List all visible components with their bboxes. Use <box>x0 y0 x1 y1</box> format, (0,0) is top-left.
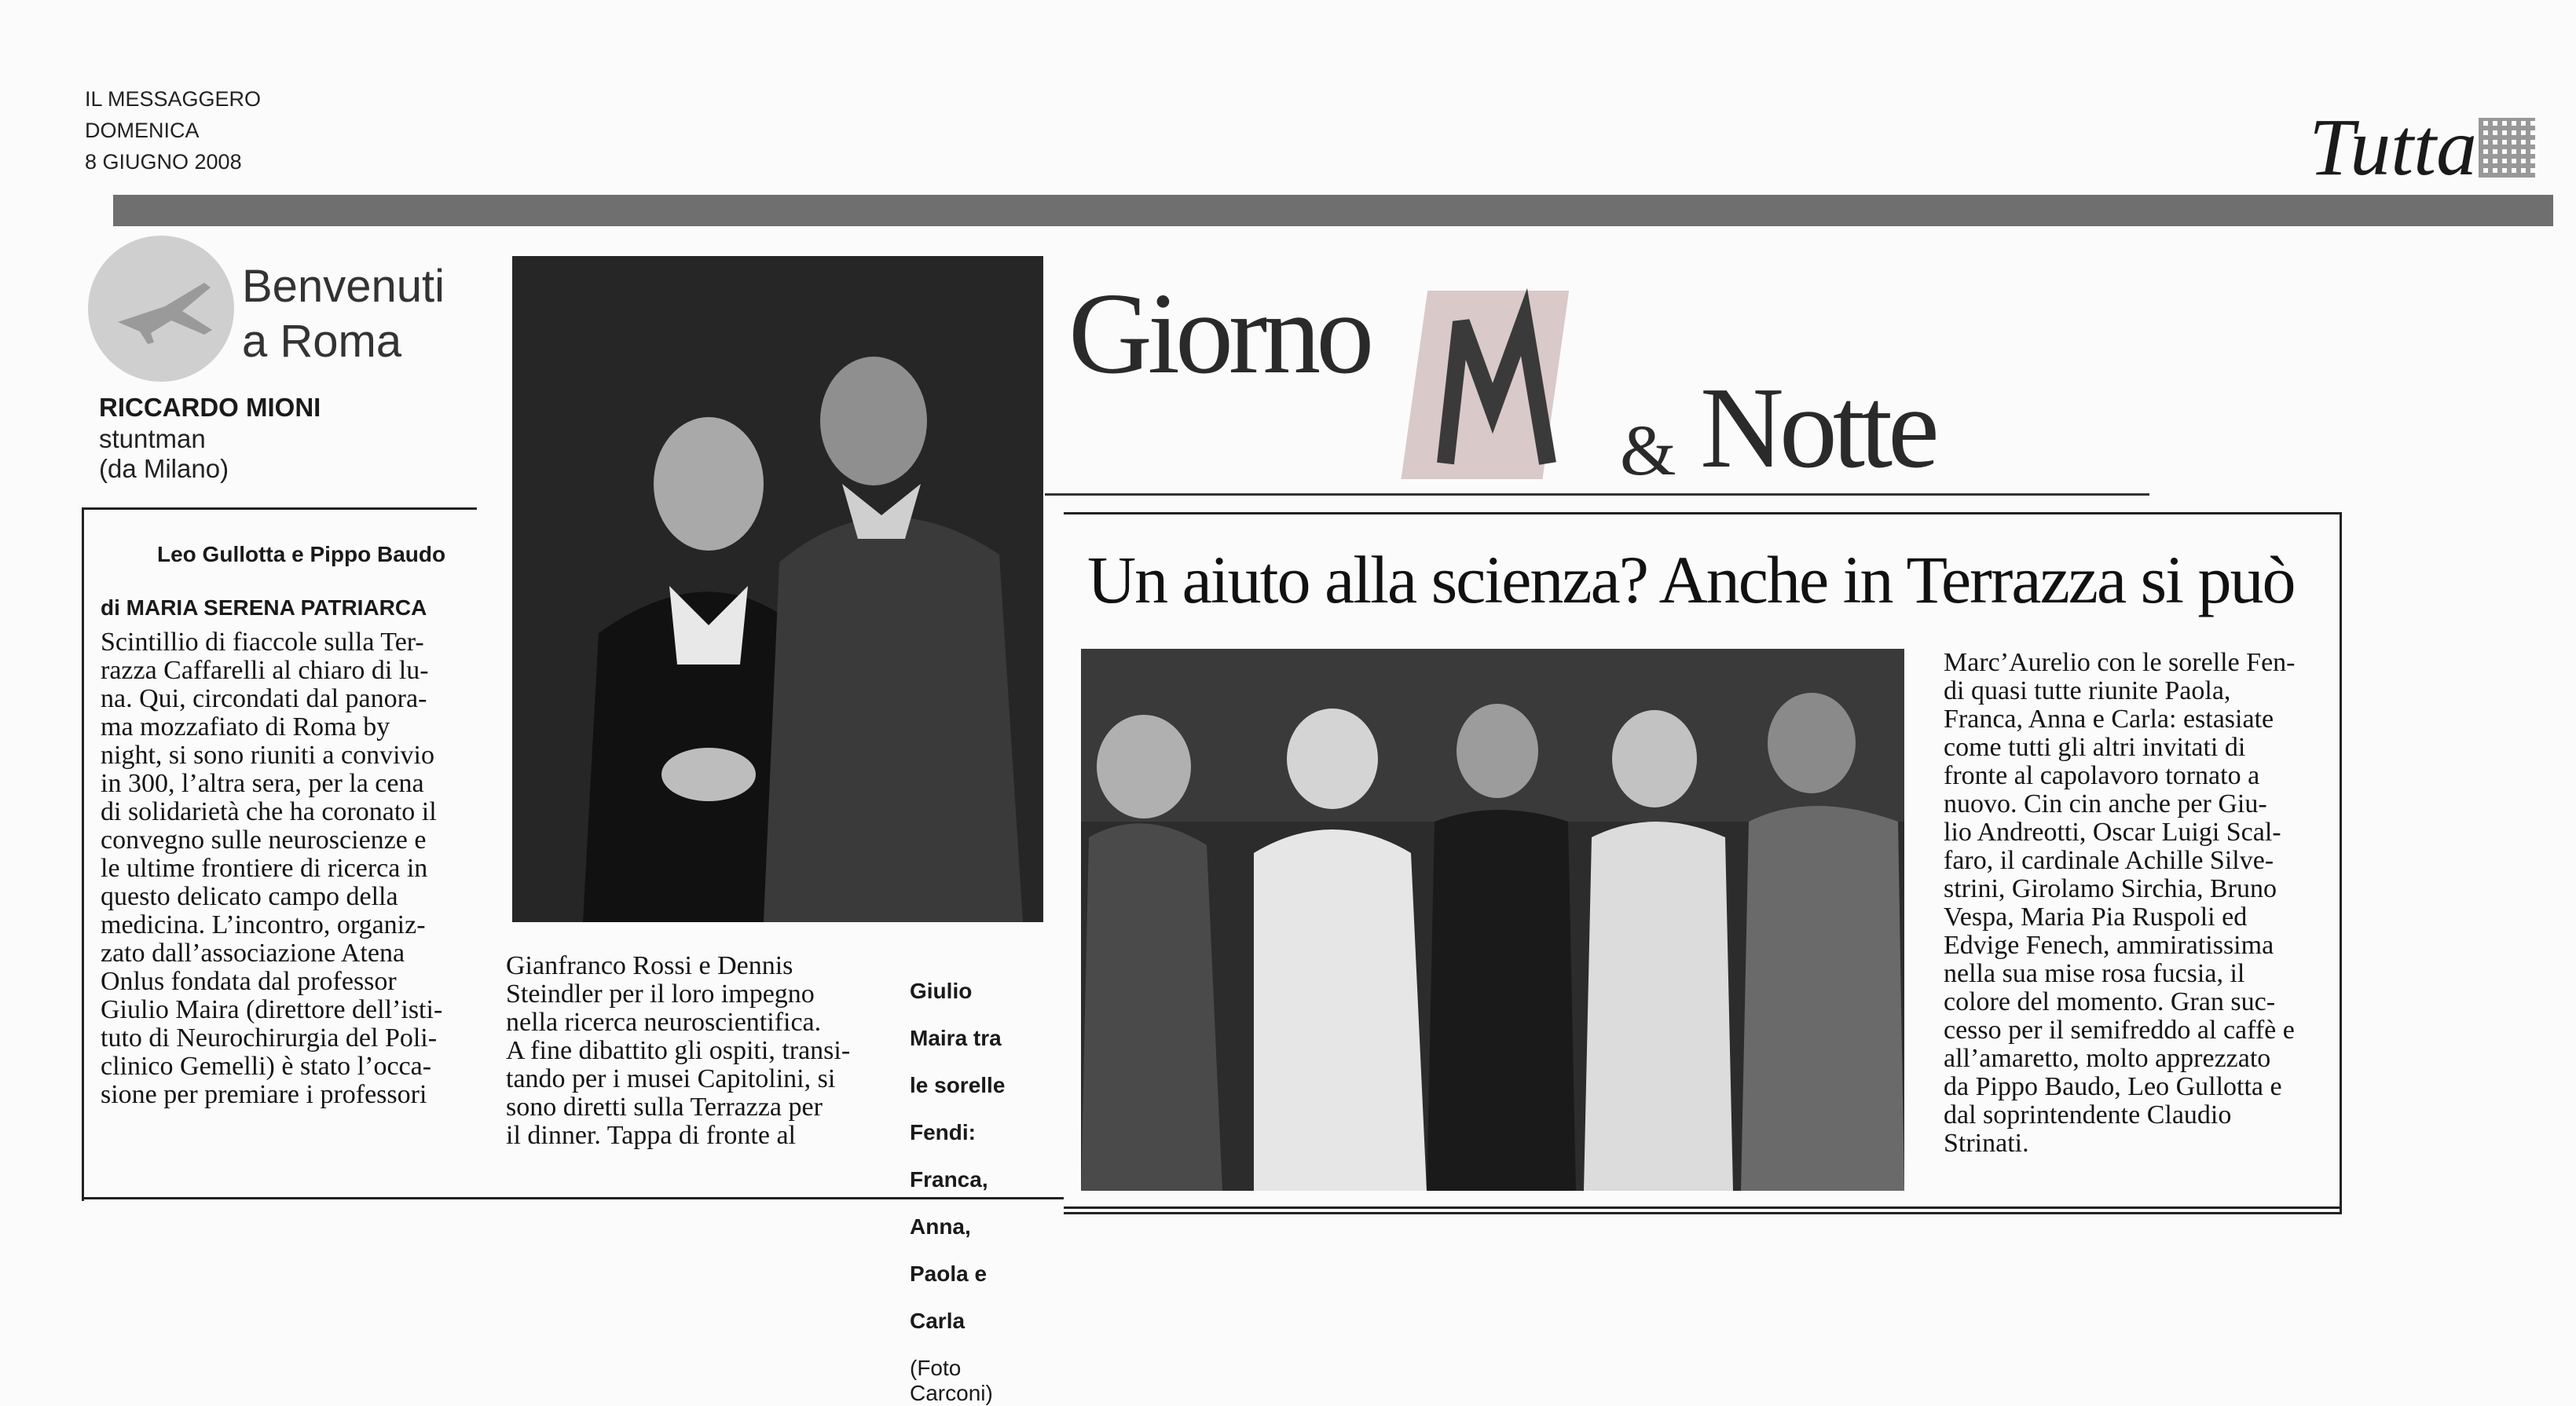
feature-title-ampersand: & <box>1620 410 1676 490</box>
article-text-line: cesso per il semifreddo al caffè e <box>1944 1016 2295 1045</box>
article-text-line: clinico Gemelli) è stato l’occa- <box>101 1052 432 1081</box>
caption-text-line: Anna, <box>910 1214 971 1239</box>
article-text-line: Marc’Aurelio con le sorelle Fen- <box>1944 648 2296 677</box>
photo-caption <box>910 957 1029 1406</box>
article-text-line: Steindler per il loro impegno <box>506 979 815 1009</box>
article-text-line: faro, il cardinale Achille Silve- <box>1944 846 2274 875</box>
airplane-icon <box>110 275 220 346</box>
feature-bottom-rule <box>1064 1206 2342 1209</box>
article-text-line: A fine dibattito gli ospiti, transi- <box>506 1036 851 1065</box>
article-text-line: lio Andreotti, Oscar Luigi Scal- <box>1944 818 2281 847</box>
article-text-line: medicina. L’incontro, organiz- <box>101 910 426 939</box>
article-text-line: di solidarietà che ha coronato il <box>101 797 437 826</box>
article-text-line: na. Qui, circondati dal panora- <box>101 684 427 713</box>
photo2-figures <box>1081 649 1904 1191</box>
article-text-line: convegno sulle neuroscienze e <box>101 826 427 855</box>
article-text-line: sione per premiare i professori <box>101 1080 427 1109</box>
caption-text <box>910 979 1029 1334</box>
visitor-role <box>99 424 413 484</box>
article-text-line: dal soprintendente Claudio <box>1944 1100 2232 1130</box>
feature-title-giorno: Giorno <box>1068 269 1370 398</box>
article-text-line: Strinati. <box>1944 1129 2029 1158</box>
article-text-line: Onlus fondata dal professor <box>101 967 397 996</box>
article-column-1 <box>101 628 470 1109</box>
article-text-line: sono diretti sulla Terrazza per <box>506 1093 823 1122</box>
article-bottom-rule <box>82 1197 1064 1199</box>
visitor-occupation: stuntman <box>99 424 206 453</box>
caption-text-line: Fendi: <box>910 1120 976 1144</box>
article-byline: di MARIA SERENA PATRIARCA <box>101 595 427 620</box>
feature-headline: Un aiuto alla scienza? Anche in Terrazza si può <box>1087 542 2295 617</box>
caption-text-line: Carla <box>910 1309 966 1333</box>
article-text-line: Edvige Fenech, ammiratissima <box>1944 931 2274 960</box>
feature-rule <box>1045 493 2149 496</box>
article-text-line: questo delicato campo della <box>101 882 398 911</box>
article-text-line: tuto di Neurochirurgia del Poli- <box>101 1023 438 1053</box>
header-rule <box>113 195 2553 226</box>
article-text-line: Gianfranco Rossi e Dennis <box>506 951 793 980</box>
publication-day: DOMENICA <box>85 119 200 142</box>
visitor-origin: (da Milano) <box>99 454 229 483</box>
caption-text-line: Giulio <box>910 979 973 1003</box>
article-text-line: night, si sono riuniti a convivio <box>101 741 434 770</box>
photo-credit-line2: Carconi) <box>910 1381 993 1405</box>
photo-credit-line1: (Foto <box>910 1356 962 1380</box>
masthead <box>85 83 261 178</box>
article-text-line: le ultime frontiere di ricerca in <box>101 854 428 883</box>
article-text-line: tando per i musei Capitolini, si <box>506 1064 836 1093</box>
article-text-line: zato dall’associazione Atena <box>101 939 405 968</box>
newspaper-name: IL MESSAGGERO <box>85 87 262 111</box>
article-text-line: Giulio Maira (direttore dell’isti- <box>101 995 443 1024</box>
benvenuti-line1: Benvenuti <box>242 261 445 312</box>
article-text-line: Franca, Anna e Carla: estasiate <box>1944 705 2274 734</box>
article-text-line: come tutti gli altri invitati di <box>1944 733 2246 762</box>
article-column-2 <box>506 952 875 1150</box>
visitor-name: RICCARDO MIONI <box>99 393 321 422</box>
article-text-line: Scintillio di fiaccole sulla Ter- <box>101 628 424 657</box>
photo-figures <box>512 256 1043 922</box>
article-text-line: Vespa, Maria Pia Ruspoli ed <box>1944 903 2248 932</box>
caption-text-line: le sorelle <box>910 1073 1006 1097</box>
section-logo <box>2479 118 2535 178</box>
article-text-line: colore del momento. Gran suc- <box>1944 987 2276 1016</box>
article-text-line: nella sua mise rosa fucsia, il <box>1944 959 2245 988</box>
section-title: Tutta <box>2309 102 2477 192</box>
article-text-line: il dinner. Tappa di fronte al <box>506 1121 797 1150</box>
photo-gullotta-baudo <box>512 256 1043 922</box>
article-text-line: ma mozzafiato di Roma by <box>101 712 390 741</box>
caption-text-line: Maira tra <box>910 1026 1002 1050</box>
benvenuti-heading <box>242 259 445 369</box>
article-text-line: strini, Girolamo Sirchia, Bruno <box>1944 874 2277 903</box>
photo-maira-fendi <box>1081 649 1904 1191</box>
article-text-line: all’amaretto, molto apprezzato <box>1944 1044 2271 1073</box>
article-column-3 <box>1944 649 2576 1158</box>
article-text-line: nuovo. Cin cin anche per Giu- <box>1944 789 2267 818</box>
caption-text-line: Franca, <box>910 1167 988 1192</box>
publication-date: 8 GIUGNO 2008 <box>85 150 242 174</box>
article-text-line: da Pippo Baudo, Leo Gullotta e <box>1944 1072 2282 1101</box>
article-text-line: razza Caffarelli al chiaro di lu- <box>101 656 429 685</box>
article-kicker: Leo Gullotta e Pippo Baudo <box>157 542 446 566</box>
article-text-line: di quasi tutte riunite Paola, <box>1944 676 2231 705</box>
caption-text-line: Paola e <box>910 1261 988 1286</box>
m-monogram-logo <box>1398 275 1587 495</box>
article-text-line: fronte al capolavoro tornato a <box>1944 761 2260 790</box>
article-text-line: nella ricerca neuroscientifica. <box>506 1008 822 1037</box>
feature-title-notte: Notte <box>1700 364 1935 492</box>
article-text-line: in 300, l’altra sera, per la cena <box>101 769 424 798</box>
benvenuti-line2: a Roma <box>242 316 402 367</box>
